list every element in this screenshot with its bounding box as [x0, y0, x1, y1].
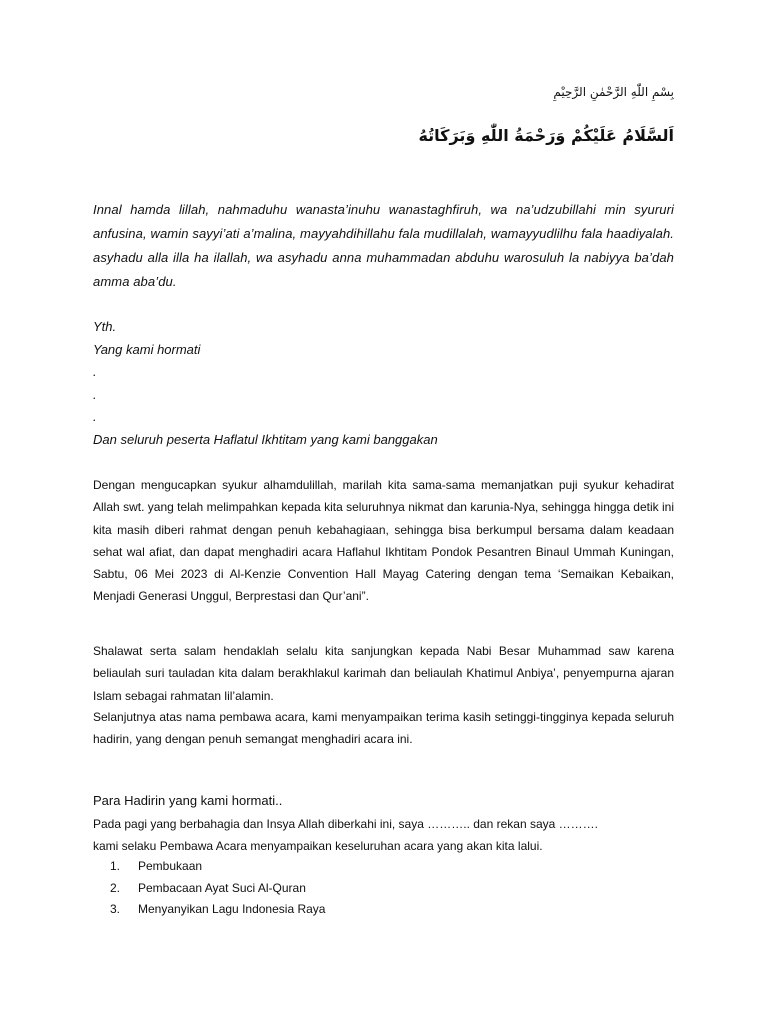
opening-prayer: Innal hamda lillah, nahmaduhu wanasta’inuhu wanastaghfiruh, wa na’udzubillahi min syururi anfusina, wamin sayyi’ati a’malina, mayyahdihillahu fala mudillalah, wamayyudlilhu fala haadiyalah. asyhadu alla illa ha ilallah, wa asyhadu anna muhammadan abduhu warosuluh la nabiyya ba’dah amma aba’du. [93, 202, 674, 289]
list-item [110, 899, 325, 921]
paragraph-line: Pada pagi yang berbahagia dan Insya Allah diberkahi ini, saya ……….. dan rekan saya ………. [93, 817, 598, 831]
yang-kami-hormati: Yang kami hormati [93, 341, 201, 357]
salam-greeting: اَلسَّلَامُ عَلَيْكُمْ وَرَحْمَةُ اللّٰهِ وَبَرَكَاتُهُ [418, 126, 674, 145]
agenda-list [110, 856, 325, 921]
hadirin-heading: Para Hadirin yang kami hormati.. [93, 793, 283, 808]
placeholder-dot: . [93, 409, 97, 424]
placeholder-dot: . [93, 386, 97, 402]
list-number: 1. [110, 859, 121, 873]
paragraph-line: kami selaku Pembawa Acara menyampaikan keseluruhan acara yang akan kita lalui. [93, 839, 543, 853]
list-text: Pembukaan [138, 859, 203, 873]
placeholder-dot: . [93, 364, 97, 379]
list-item [110, 856, 325, 878]
paragraph-syukur: Dengan mengucapkan syukur alhamdulillah, marilah kita sama-sama memanjatkan puji syukur kehadirat Allah swt. yang telah melimpahkan kepada kita seluruhnya nikmat dan karunia-Nya, sehingga hingga detik ini kita masih diberi rahmat dengan penuh kebahagiaan, sehingga bisa berkumpul bersama dalam keadaan sehat wal afiat, dan dapat menghadiri acara Haflahul Ikhtitam Pondok Pesantren Binaul Ummah Kuningan, Sabtu, 06 Mei 2023 di Al-Kenzie Convention Hall Mayag Catering dengan tema ‘Semaikan Kebaikan, Menjadi Generasi Unggul, Berprestasi dan Qur’ani”. [93, 478, 674, 604]
list-item [110, 878, 325, 900]
paragraph-shalawat: Shalawat serta salam hendaklah selalu kita sanjungkan kepada Nabi Besar Muhammad saw karena beliaulah suri tauladan kita dalam berakhlakul karimah dan beliaulah Khatimul Anbiya’, penyempurna ajaran Islam sebagai rahmatan lil’alamin. [93, 644, 674, 703]
list-text: Pembacaan Ayat Suci Al-Quran [138, 880, 306, 895]
peserta-greeting: Dan seluruh peserta Haflatul Ikhtitam yang kami banggakan [93, 431, 438, 447]
salutation-block [93, 316, 674, 451]
paragraph-pembawa-acara [93, 813, 674, 857]
list-number: 3. [110, 902, 121, 916]
basmalah: بِسْمِ اللّٰهِ الرَّحْمٰنِ الرَّحِيْمِ [553, 85, 674, 99]
paragraph-terima-kasih: Selanjutnya atas nama pembawa acara, kami menyampaikan terima kasih setinggi-tingginya kepada seluruh hadirin, yang dengan penuh semangat menghadiri acara ini. [93, 710, 674, 747]
list-number: 2. [110, 880, 121, 895]
list-text: Menyanyikan Lagu Indonesia Raya [138, 902, 326, 916]
yth-label: Yth. [93, 319, 117, 334]
